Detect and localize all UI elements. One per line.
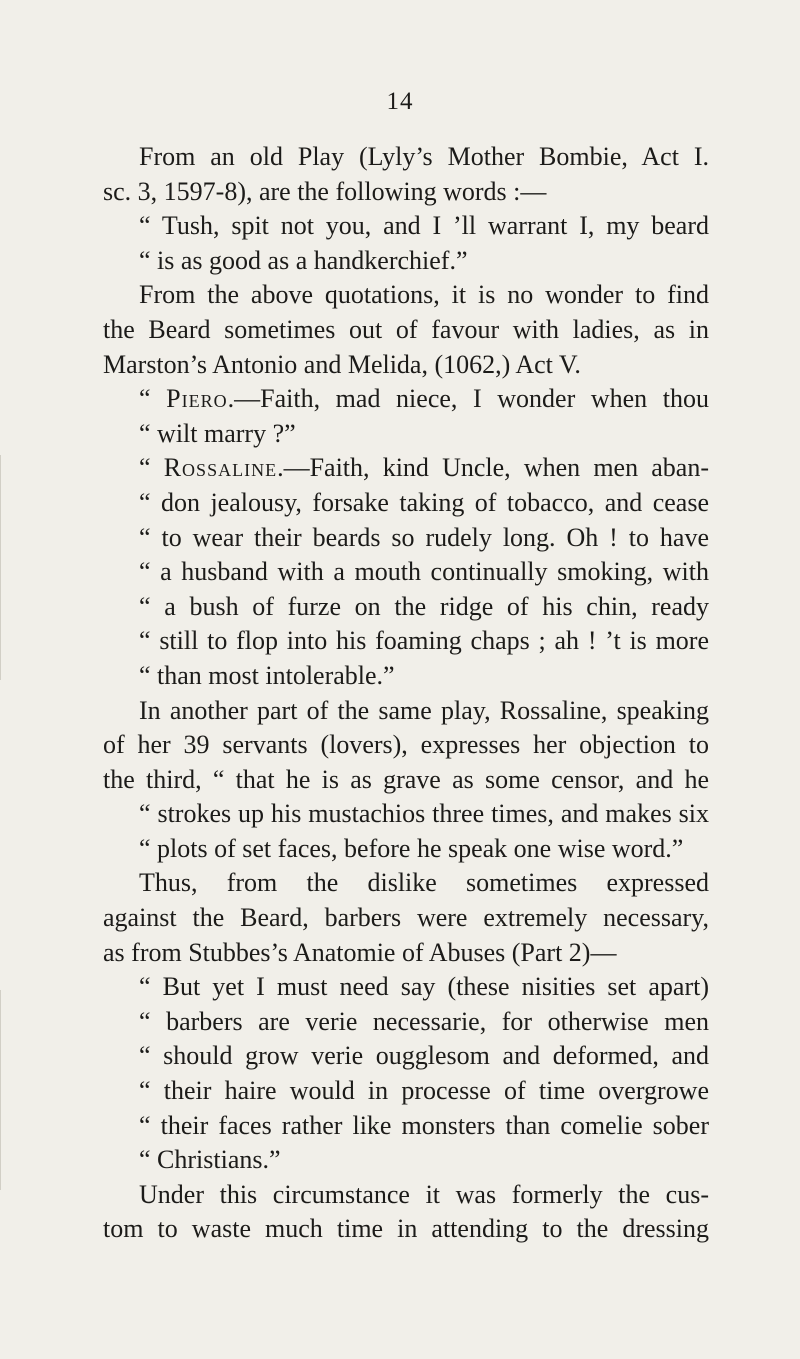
text-line-6: the Beard sometimes out of favour with ladies, as in bbox=[103, 314, 709, 344]
text-line-9: “ wilt marry ?” bbox=[139, 418, 296, 448]
text-line-26: “ barbers are verie necessarie, for otherwise men bbox=[139, 1006, 709, 1036]
text-line-7: Marston’s Antonio and Melida, (1062,) Act V. bbox=[103, 349, 581, 379]
text-line-13: “ a husband with a mouth continually smoking, with bbox=[139, 557, 709, 587]
text-line-24: as from Stubbes’s Anatomie of Abuses (Part 2)— bbox=[103, 937, 617, 967]
text-line-22: Thus, from the dislike sometimes expressed bbox=[139, 868, 709, 898]
page-number: 14 bbox=[386, 88, 414, 115]
text-line-29: “ their faces rather like monsters than comelie sober bbox=[139, 1110, 709, 1140]
body-text bbox=[103, 140, 709, 1247]
text-line-10: “ Rossaline.—Faith, kind Uncle, when men aban- bbox=[139, 453, 709, 483]
text-line-32: tom to waste much time in attending to the dressing bbox=[103, 1214, 709, 1244]
speaker-name-piero: Piero bbox=[166, 384, 228, 414]
text-line-8: “ Piero.—Faith, mad niece, I wonder when thou bbox=[139, 384, 709, 414]
text-line-4: “ is as good as a handkerchief.” bbox=[139, 245, 468, 275]
text-line-30: “ Christians.” bbox=[139, 1145, 281, 1175]
text-line-21: “ plots of set faces, before he speak one wise word.” bbox=[139, 833, 684, 863]
text-line-1: From an old Play (Lyly’s Mother Bombie, Act I. bbox=[139, 142, 709, 171]
text-line-15: “ still to flop into his foaming chaps ; ah ! ’t is more bbox=[139, 626, 709, 656]
text-line-28: “ their haire would in processe of time overgrowe bbox=[139, 1076, 709, 1106]
text-line-23: against the Beard, barbers were extremely necessary, bbox=[103, 903, 709, 933]
text-line-5: From the above quotations, it is no wonder to find bbox=[139, 280, 709, 310]
text-line-27: “ should grow verie ougglesom and deformed, and bbox=[139, 1041, 709, 1071]
left-margin-bleed-mark-lower bbox=[0, 990, 9, 1190]
text-line-31: Under this circumstance it was formerly the cus- bbox=[139, 1179, 709, 1209]
text-line-20: “ strokes up his mustachios three times, and makes six bbox=[139, 799, 709, 829]
text-line-17: In another part of the same play, Rossaline, speaking bbox=[139, 695, 709, 725]
text-line-18: of her 39 servants (lovers), expresses her objection to bbox=[103, 730, 709, 760]
text-line-19: the third, “ that he is as grave as some censor, and he bbox=[103, 764, 709, 794]
text-line-25: “ But yet I must need say (these nisities set apart) bbox=[139, 972, 709, 1002]
text-line-2: sc. 3, 1597-8), are the following words :— bbox=[103, 176, 547, 206]
text-line-11: “ don jealousy, forsake taking of tobacco, and cease bbox=[139, 487, 709, 517]
speaker-name-rossaline: Rossaline bbox=[163, 453, 278, 483]
text-line-3: “ Tush, spit not you, and I ’ll warrant I, my beard bbox=[139, 211, 709, 241]
text-line-16: “ than most intolerable.” bbox=[139, 660, 395, 690]
left-margin-bleed-mark bbox=[0, 455, 9, 680]
text-line-12: “ to wear their beards so rudely long. Oh ! to have bbox=[139, 522, 709, 552]
text-line-14: “ a bush of furze on the ridge of his chin, ready bbox=[139, 591, 709, 621]
